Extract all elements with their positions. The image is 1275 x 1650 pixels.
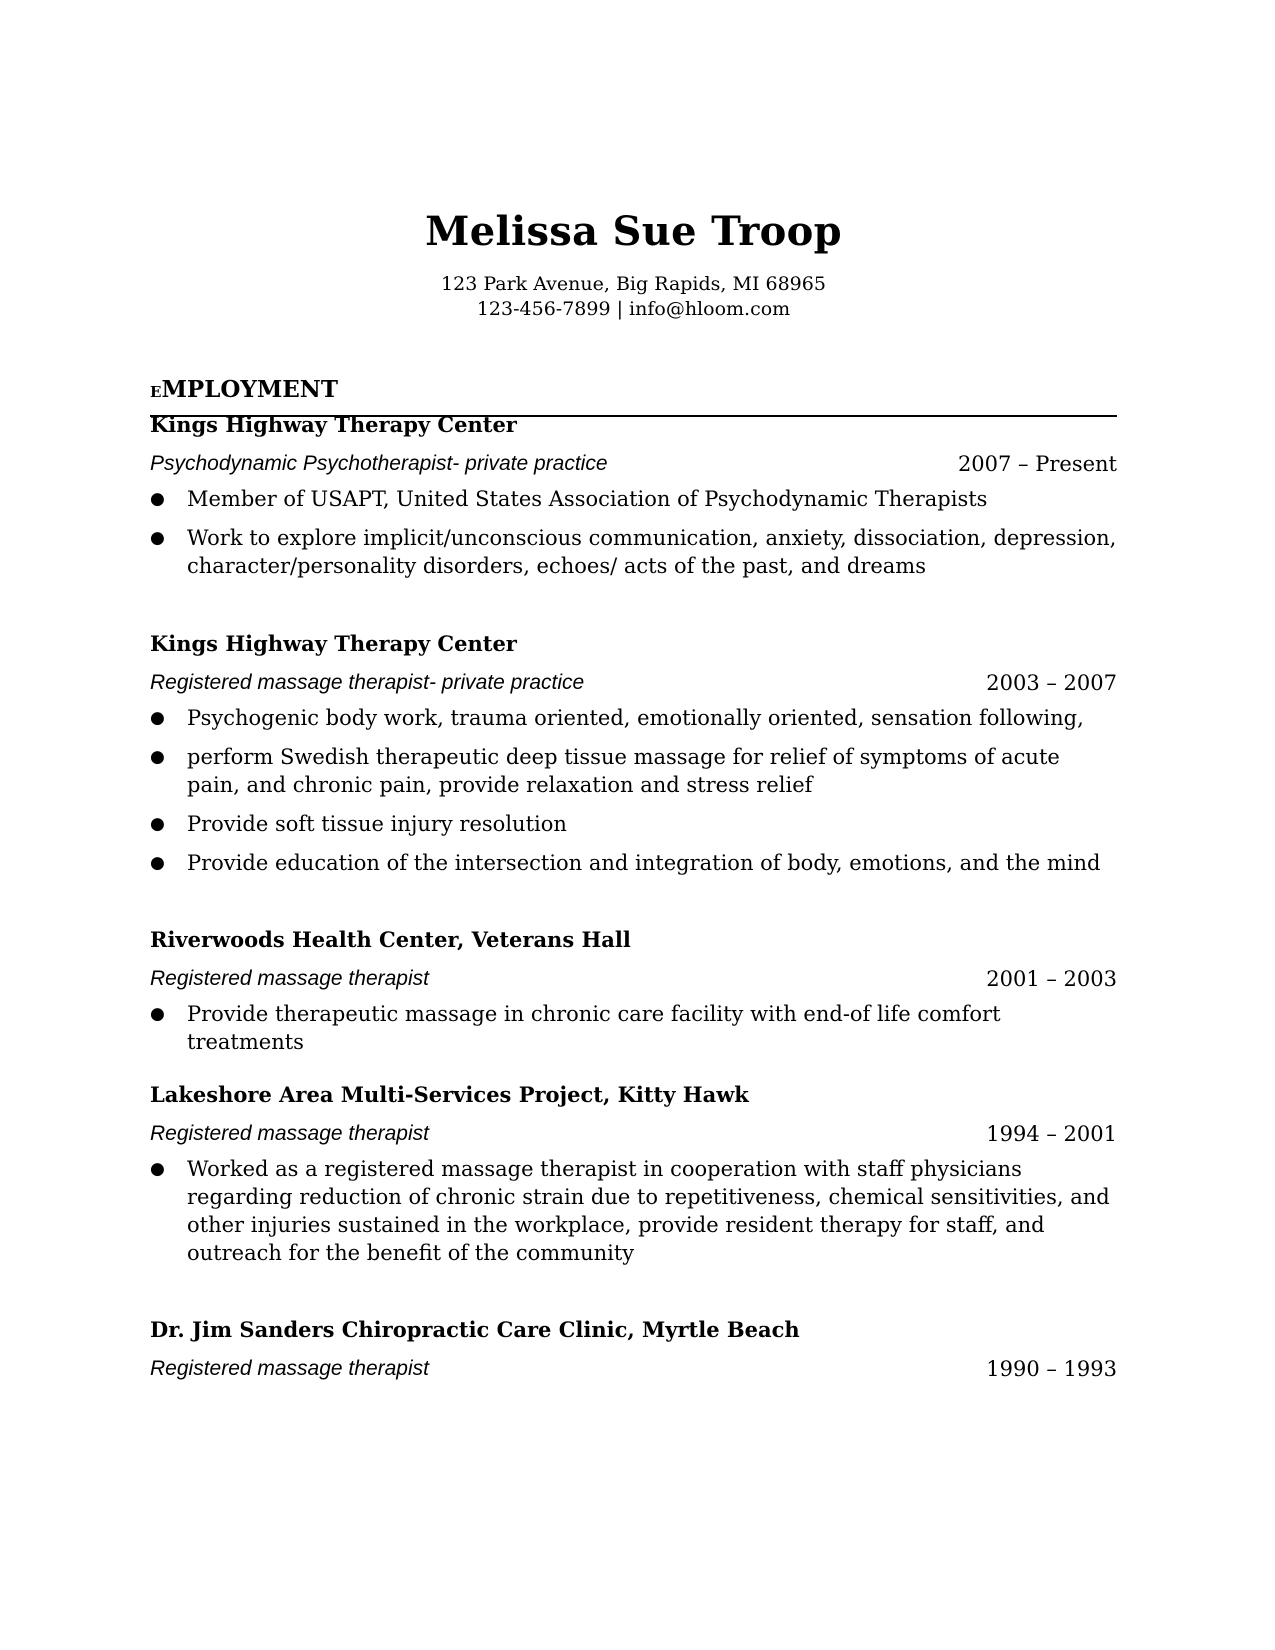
job-bullet (150, 524, 1117, 580)
job-role-row (150, 450, 1117, 478)
bullet-icon: ● (150, 489, 165, 509)
job-role: Registered massage therapist (150, 1357, 429, 1380)
job-bullet (150, 1000, 1117, 1056)
job-role: Psychodynamic Psychotherapist- private practice (150, 452, 608, 475)
job-employer: Kings Highway Therapy Center (150, 412, 517, 437)
bullet-icon: ● (150, 1159, 165, 1179)
job-bullet-text: Member of USAPT, United States Association of Psychodynamic Therapists (187, 487, 988, 511)
job-entry (150, 630, 1117, 888)
job-bullet (150, 743, 1117, 799)
job-bullet-text: Psychogenic body work, trauma oriented, emotionally oriented, sensation following, (187, 706, 1084, 730)
job-role: Registered massage therapist- private practice (150, 671, 585, 694)
section-title-employment (150, 376, 338, 406)
job-role: Registered massage therapist (150, 1122, 429, 1145)
job-bullet (150, 1155, 1117, 1267)
bullet-icon: ● (150, 708, 165, 728)
job-dates: 2003 – 2007 (986, 671, 1117, 695)
job-role-row (150, 1355, 1117, 1383)
job-role: Registered massage therapist (150, 967, 429, 990)
job-dates: 1990 – 1993 (986, 1357, 1117, 1381)
section-title-rest: MPLOYMENT (161, 376, 338, 403)
bullet-icon: ● (150, 1004, 165, 1024)
job-dates: 1994 – 2001 (986, 1122, 1117, 1146)
job-entry (150, 1316, 1117, 1383)
phone-email-line: 123-456-7899 | info@hloom.com (476, 298, 791, 320)
bullet-icon: ● (150, 853, 165, 873)
job-bullet (150, 849, 1117, 877)
job-employer: Dr. Jim Sanders Chiropractic Care Clinic, Myrtle Beach (150, 1317, 800, 1342)
job-bullet-text: Provide therapeutic massage in chronic care facility with end-of life comfort treatments (187, 1002, 1001, 1054)
job-entry (150, 411, 1117, 591)
job-bullet-list (150, 704, 1117, 877)
job-bullet-text: Work to explore implicit/unconscious communication, anxiety, dissociation, depression, character/personality disorders, echoes/ acts of the past, and dreams (187, 526, 1117, 578)
job-bullet-text: Provide soft tissue injury resolution (187, 812, 567, 836)
bullet-icon: ● (150, 747, 165, 767)
address-line: 123 Park Avenue, Big Rapids, MI 68965 (441, 273, 826, 295)
job-role-row (150, 669, 1117, 697)
job-employer: Riverwoods Health Center, Veterans Hall (150, 927, 631, 952)
job-employer: Kings Highway Therapy Center (150, 631, 517, 656)
job-bullet-list (150, 1000, 1117, 1056)
job-role-row (150, 1120, 1117, 1148)
job-dates: 2001 – 2003 (986, 967, 1117, 991)
job-bullet (150, 485, 1117, 513)
job-bullet (150, 810, 1117, 838)
job-employer: Lakeshore Area Multi-Services Project, Kitty Hawk (150, 1082, 749, 1107)
candidate-name: Melissa Sue Troop (425, 208, 842, 255)
job-bullet-list (150, 1155, 1117, 1267)
job-bullet-text: perform Swedish therapeutic deep tissue massage for relief of symptoms of acute pain, and chronic pain, provide relaxation and stress relief (187, 745, 1060, 797)
section-title-first-letter: E (150, 383, 162, 401)
bullet-icon: ● (150, 814, 165, 834)
job-role-row (150, 965, 1117, 993)
bullet-icon: ● (150, 528, 165, 548)
job-dates: 2007 – Present (957, 452, 1117, 476)
job-bullet (150, 704, 1117, 732)
job-entry (150, 926, 1117, 1067)
job-bullet-text: Worked as a registered massage therapist in cooperation with staff physicians regarding reduction of chronic strain due to repetitiveness, chemical sensitivities, and other injuries sustained in the workplace, provide resident therapy for staff, and outreach for the benefit of the community (187, 1157, 1110, 1265)
job-bullet-text: Provide education of the intersection and integration of body, emotions, and the mind (187, 851, 1101, 875)
job-entry (150, 1081, 1117, 1278)
job-bullet-list (150, 485, 1117, 580)
